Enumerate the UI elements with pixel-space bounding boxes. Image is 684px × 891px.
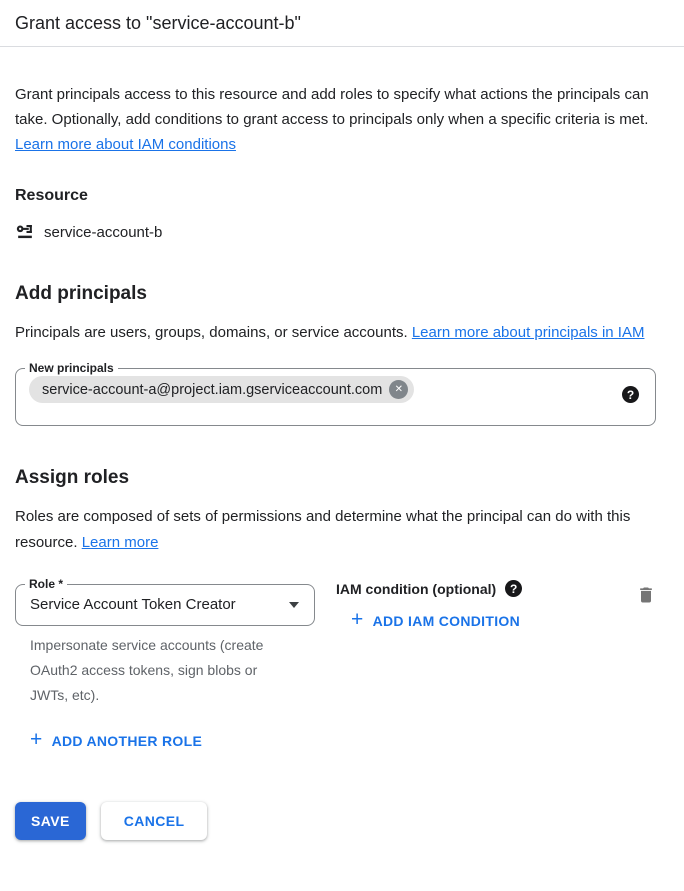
add-principals-heading: Add principals xyxy=(15,283,147,304)
iam-condition-label-row xyxy=(336,580,636,597)
principals-help-icon[interactable] xyxy=(622,386,639,403)
principal-chip[interactable] xyxy=(29,376,414,403)
new-principals-label: New principals xyxy=(29,361,114,375)
new-principals-input-area[interactable] xyxy=(16,375,655,425)
role-select-field[interactable] xyxy=(15,577,315,626)
principals-learn-more-link[interactable]: Learn more about principals in IAM xyxy=(411,324,645,341)
role-selected-value: Service Account Token Creator xyxy=(30,596,236,613)
trash-icon xyxy=(636,585,656,605)
cancel-button[interactable]: CANCEL xyxy=(101,802,208,840)
resource-name: service-account-b xyxy=(44,223,163,241)
assign-roles-heading: Assign roles xyxy=(15,467,130,488)
chip-remove-icon[interactable] xyxy=(389,380,408,399)
add-iam-condition-label: ADD IAM CONDITION xyxy=(372,612,521,629)
delete-role-button[interactable] xyxy=(636,585,656,608)
dialog-footer xyxy=(0,802,684,840)
roles-learn-more-link[interactable]: Learn more xyxy=(81,534,159,551)
roles-description-text: Roles are composed of sets of permissions and determine what the principal can do with this resource. xyxy=(15,508,631,551)
iam-condition-label: IAM condition (optional) xyxy=(336,580,497,597)
close-icon: ✕ xyxy=(394,384,403,395)
role-label: Role * xyxy=(29,577,64,591)
plus-icon: + xyxy=(30,728,43,751)
intro-text: Grant principals access to this resource and add roles to specify what actions the principals can take. Optionally, add conditions to grant access to principals only when a specific criteria is met. xyxy=(15,86,649,128)
principal-chip-text: service-account-a@project.iam.gserviceaccount.com xyxy=(42,381,383,398)
iam-condition-help-icon[interactable] xyxy=(505,580,522,597)
principals-description-text: Principals are users, groups, domains, or service accounts. xyxy=(15,324,412,341)
question-mark-icon: ? xyxy=(626,387,635,402)
add-iam-condition-button[interactable] xyxy=(351,610,520,631)
save-button[interactable]: SAVE xyxy=(15,802,86,840)
resource-row xyxy=(15,222,656,242)
intro-paragraph xyxy=(15,82,656,157)
iam-conditions-learn-more-link[interactable]: Learn more about IAM conditions xyxy=(15,136,236,153)
new-principals-field[interactable] xyxy=(15,361,656,426)
dialog-title: Grant access to "service-account-b" xyxy=(15,13,301,33)
plus-icon: + xyxy=(351,608,364,631)
roles-description xyxy=(15,504,656,556)
iam-condition-column xyxy=(336,577,636,632)
dialog-header xyxy=(0,0,684,47)
principals-description xyxy=(15,320,656,346)
question-mark-icon: ? xyxy=(510,581,518,596)
dropdown-caret-icon xyxy=(289,602,299,608)
service-account-icon xyxy=(15,222,35,242)
role-row xyxy=(15,577,656,708)
role-column xyxy=(15,577,315,708)
add-another-role-label: ADD ANOTHER ROLE xyxy=(51,732,203,749)
resource-heading: Resource xyxy=(15,187,88,204)
add-another-role-button[interactable] xyxy=(30,730,202,751)
role-description-text: Impersonate service accounts (create OAuth2 access tokens, sign blobs or JWTs, etc). xyxy=(30,637,264,703)
role-select[interactable] xyxy=(16,591,314,625)
dialog-body xyxy=(0,82,684,752)
